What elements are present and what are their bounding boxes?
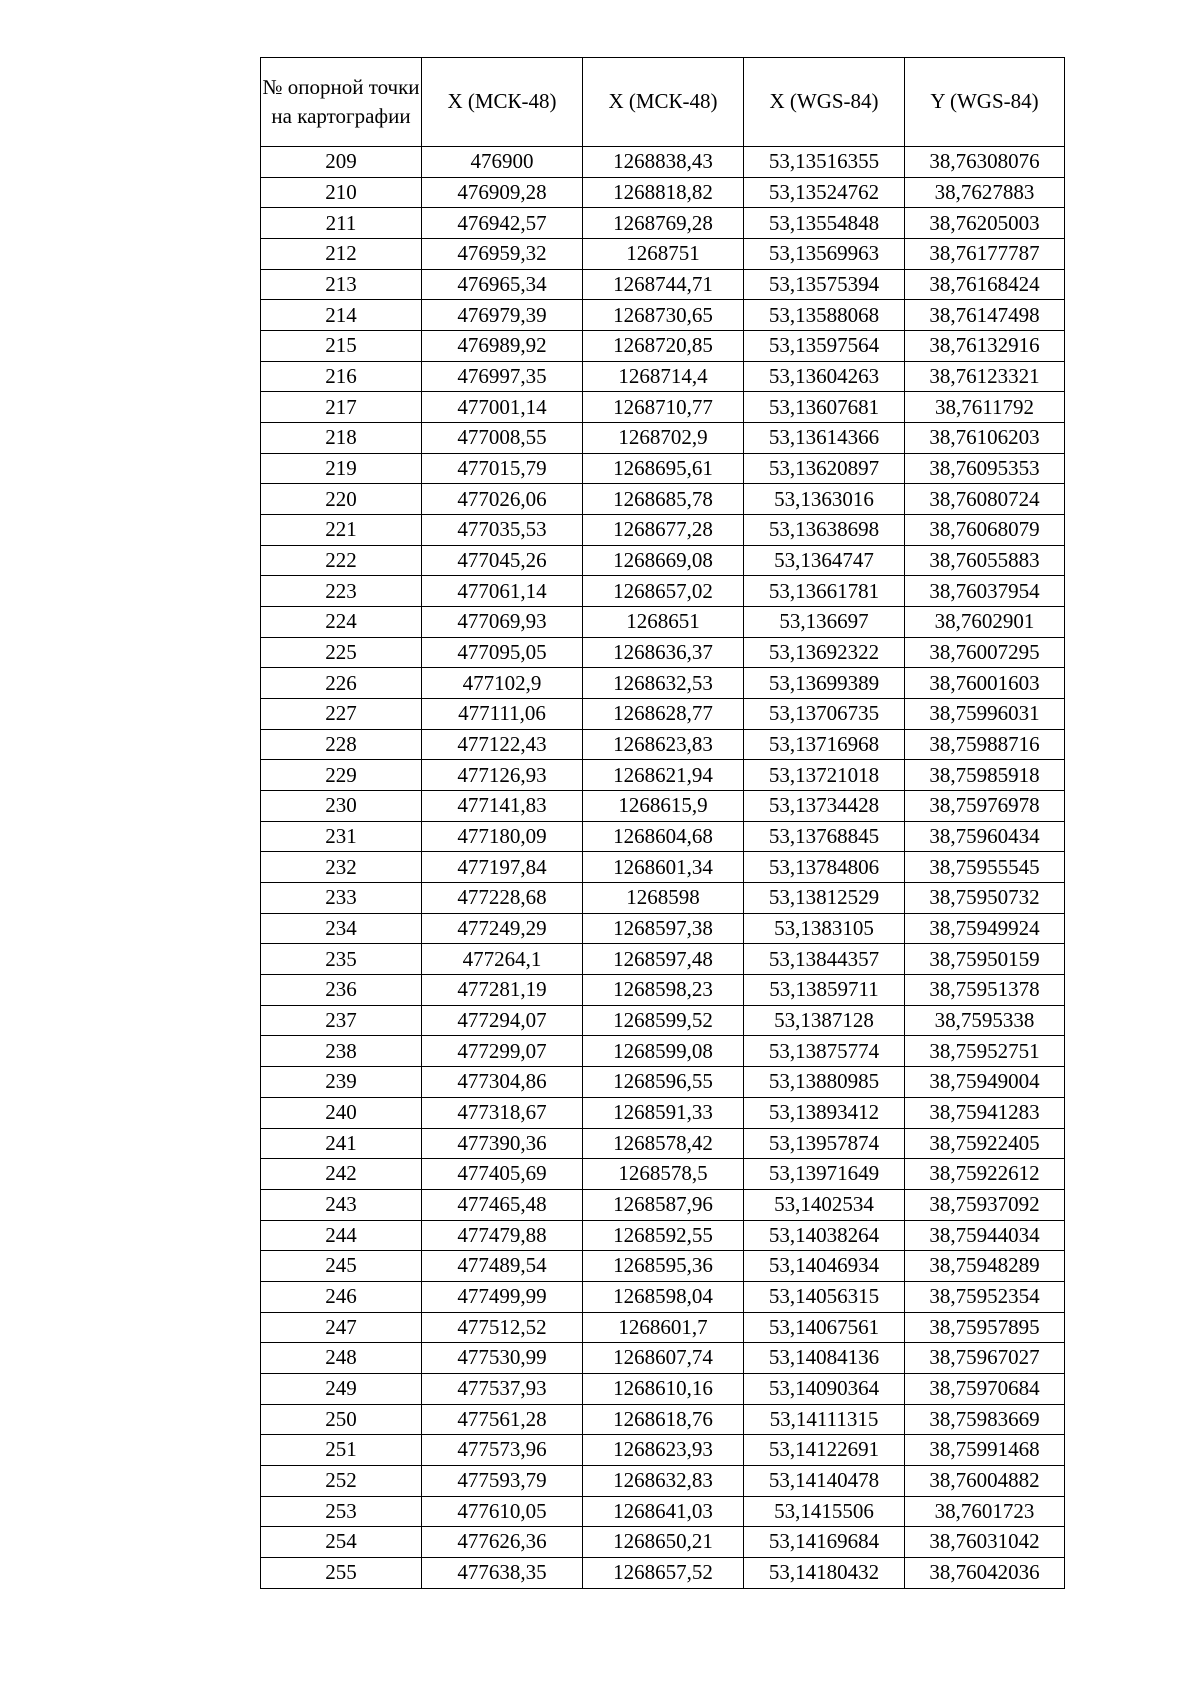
- cell-x-msk48: 477610,05: [422, 1496, 583, 1527]
- table-row: [261, 883, 1065, 914]
- cell-x-msk48: 477479,88: [422, 1220, 583, 1251]
- cell-x-wgs84: 53,13588068: [744, 300, 905, 331]
- cell-x-wgs84: 53,1402534: [744, 1189, 905, 1220]
- cell-x-msk48-second: 1268714,4: [583, 361, 744, 392]
- cell-x-msk48: 477069,93: [422, 607, 583, 638]
- cell-x-wgs84: 53,13880985: [744, 1067, 905, 1098]
- table-row: [261, 607, 1065, 638]
- cell-x-wgs84: 53,13706735: [744, 699, 905, 730]
- cell-point-number: 244: [261, 1220, 422, 1251]
- cell-x-msk48-second: 1268610,16: [583, 1373, 744, 1404]
- cell-x-msk48-second: 1268641,03: [583, 1496, 744, 1527]
- cell-x-wgs84: 53,14169684: [744, 1527, 905, 1558]
- cell-point-number: 249: [261, 1373, 422, 1404]
- cell-x-msk48: 477180,09: [422, 821, 583, 852]
- cell-x-msk48-second: 1268657,52: [583, 1557, 744, 1588]
- cell-y-wgs84: 38,76168424: [905, 269, 1065, 300]
- header-y-wgs84: Y (WGS-84): [905, 58, 1065, 147]
- cell-y-wgs84: 38,76042036: [905, 1557, 1065, 1588]
- cell-x-wgs84: 53,13893412: [744, 1097, 905, 1128]
- cell-x-msk48-second: 1268601,7: [583, 1312, 744, 1343]
- cell-y-wgs84: 38,76123321: [905, 361, 1065, 392]
- cell-x-msk48-second: 1268636,37: [583, 637, 744, 668]
- table-row: [261, 1343, 1065, 1374]
- cell-x-msk48-second: 1268598: [583, 883, 744, 914]
- cell-x-msk48-second: 1268598,23: [583, 975, 744, 1006]
- table-row: [261, 729, 1065, 760]
- cell-point-number: 254: [261, 1527, 422, 1558]
- cell-point-number: 245: [261, 1251, 422, 1282]
- cell-x-msk48-second: 1268599,08: [583, 1036, 744, 1067]
- cell-point-number: 216: [261, 361, 422, 392]
- cell-x-wgs84: 53,14140478: [744, 1465, 905, 1496]
- cell-x-msk48-second: 1268604,68: [583, 821, 744, 852]
- cell-x-msk48: 477390,36: [422, 1128, 583, 1159]
- table-row: [261, 1220, 1065, 1251]
- cell-x-msk48: 477626,36: [422, 1527, 583, 1558]
- cell-x-msk48-second: 1268730,65: [583, 300, 744, 331]
- table-row: [261, 975, 1065, 1006]
- cell-x-msk48-second: 1268615,9: [583, 791, 744, 822]
- cell-y-wgs84: 38,7595338: [905, 1005, 1065, 1036]
- table-row: [261, 177, 1065, 208]
- cell-x-msk48: 476959,32: [422, 239, 583, 270]
- cell-x-msk48: 477264,1: [422, 944, 583, 975]
- cell-x-wgs84: 53,14122691: [744, 1435, 905, 1466]
- cell-x-msk48: 476942,57: [422, 208, 583, 239]
- cell-x-msk48: 477638,35: [422, 1557, 583, 1588]
- cell-y-wgs84: 38,76147498: [905, 300, 1065, 331]
- cell-x-msk48: 477405,69: [422, 1159, 583, 1190]
- cell-point-number: 212: [261, 239, 422, 270]
- cell-x-msk48-second: 1268578,42: [583, 1128, 744, 1159]
- cell-x-wgs84: 53,13844357: [744, 944, 905, 975]
- cell-point-number: 247: [261, 1312, 422, 1343]
- table-row: [261, 1005, 1065, 1036]
- cell-y-wgs84: 38,75952354: [905, 1281, 1065, 1312]
- table-row: [261, 453, 1065, 484]
- header-x-msk48-second: X (МСК-48): [583, 58, 744, 147]
- cell-point-number: 228: [261, 729, 422, 760]
- cell-x-msk48-second: 1268710,77: [583, 392, 744, 423]
- cell-x-msk48: 477294,07: [422, 1005, 583, 1036]
- table-row: [261, 852, 1065, 883]
- table-row: [261, 699, 1065, 730]
- cell-x-msk48: 477095,05: [422, 637, 583, 668]
- cell-y-wgs84: 38,75988716: [905, 729, 1065, 760]
- header-x-wgs84: X (WGS-84): [744, 58, 905, 147]
- table-row: [261, 913, 1065, 944]
- table-row: [261, 269, 1065, 300]
- cell-point-number: 230: [261, 791, 422, 822]
- table-row: [261, 576, 1065, 607]
- table-row: [261, 1097, 1065, 1128]
- cell-x-msk48-second: 1268621,94: [583, 760, 744, 791]
- cell-x-msk48-second: 1268632,83: [583, 1465, 744, 1496]
- table-row: [261, 637, 1065, 668]
- table-row: [261, 239, 1065, 270]
- cell-x-wgs84: 53,14084136: [744, 1343, 905, 1374]
- cell-x-msk48-second: 1268744,71: [583, 269, 744, 300]
- cell-point-number: 241: [261, 1128, 422, 1159]
- cell-x-msk48: 477015,79: [422, 453, 583, 484]
- cell-x-wgs84: 53,1363016: [744, 484, 905, 515]
- cell-x-msk48-second: 1268598,04: [583, 1281, 744, 1312]
- cell-y-wgs84: 38,75949924: [905, 913, 1065, 944]
- cell-x-msk48: 477102,9: [422, 668, 583, 699]
- table-row: [261, 821, 1065, 852]
- cell-y-wgs84: 38,76007295: [905, 637, 1065, 668]
- cell-point-number: 211: [261, 208, 422, 239]
- table-row: [261, 1251, 1065, 1282]
- cell-x-wgs84: 53,13569963: [744, 239, 905, 270]
- cell-y-wgs84: 38,76055883: [905, 545, 1065, 576]
- cell-point-number: 246: [261, 1281, 422, 1312]
- cell-x-wgs84: 53,136697: [744, 607, 905, 638]
- cell-point-number: 235: [261, 944, 422, 975]
- table-row: [261, 361, 1065, 392]
- cell-x-wgs84: 53,13716968: [744, 729, 905, 760]
- cell-x-wgs84: 53,13692322: [744, 637, 905, 668]
- cell-point-number: 210: [261, 177, 422, 208]
- cell-x-msk48: 477304,86: [422, 1067, 583, 1098]
- cell-y-wgs84: 38,75950732: [905, 883, 1065, 914]
- cell-x-msk48: 477281,19: [422, 975, 583, 1006]
- table-row: [261, 1435, 1065, 1466]
- cell-x-msk48-second: 1268618,76: [583, 1404, 744, 1435]
- cell-x-msk48-second: 1268657,02: [583, 576, 744, 607]
- cell-point-number: 232: [261, 852, 422, 883]
- cell-y-wgs84: 38,75991468: [905, 1435, 1065, 1466]
- table-row: [261, 1128, 1065, 1159]
- cell-y-wgs84: 38,75951378: [905, 975, 1065, 1006]
- cell-x-wgs84: 53,1364747: [744, 545, 905, 576]
- header-row: [261, 58, 1065, 147]
- table-row: [261, 545, 1065, 576]
- cell-point-number: 221: [261, 515, 422, 546]
- table-row: [261, 1189, 1065, 1220]
- cell-x-wgs84: 53,13768845: [744, 821, 905, 852]
- cell-x-wgs84: 53,14111315: [744, 1404, 905, 1435]
- table-row: [261, 1159, 1065, 1190]
- cell-y-wgs84: 38,75970684: [905, 1373, 1065, 1404]
- cell-x-msk48: 477045,26: [422, 545, 583, 576]
- cell-x-msk48: 477249,29: [422, 913, 583, 944]
- cell-x-msk48: 477141,83: [422, 791, 583, 822]
- table-row: [261, 1465, 1065, 1496]
- cell-x-msk48: 477530,99: [422, 1343, 583, 1374]
- table-row: [261, 392, 1065, 423]
- cell-x-msk48-second: 1268769,28: [583, 208, 744, 239]
- cell-x-msk48: 477126,93: [422, 760, 583, 791]
- cell-x-msk48-second: 1268695,61: [583, 453, 744, 484]
- table-row: [261, 1527, 1065, 1558]
- cell-x-wgs84: 53,14056315: [744, 1281, 905, 1312]
- cell-point-number: 229: [261, 760, 422, 791]
- cell-y-wgs84: 38,75960434: [905, 821, 1065, 852]
- header-x-msk48: X (МСК-48): [422, 58, 583, 147]
- cell-x-msk48-second: 1268677,28: [583, 515, 744, 546]
- cell-x-msk48-second: 1268751: [583, 239, 744, 270]
- cell-x-wgs84: 53,13812529: [744, 883, 905, 914]
- cell-x-wgs84: 53,13614366: [744, 423, 905, 454]
- cell-x-wgs84: 53,13734428: [744, 791, 905, 822]
- cell-x-msk48-second: 1268623,93: [583, 1435, 744, 1466]
- cell-x-wgs84: 53,13524762: [744, 177, 905, 208]
- table-row: [261, 944, 1065, 975]
- cell-x-msk48-second: 1268702,9: [583, 423, 744, 454]
- cell-y-wgs84: 38,75952751: [905, 1036, 1065, 1067]
- cell-point-number: 233: [261, 883, 422, 914]
- cell-point-number: 239: [261, 1067, 422, 1098]
- table-row: [261, 791, 1065, 822]
- cell-y-wgs84: 38,75922612: [905, 1159, 1065, 1190]
- coordinates-table: [260, 57, 1065, 1589]
- cell-x-msk48: 477465,48: [422, 1189, 583, 1220]
- cell-x-msk48: 476965,34: [422, 269, 583, 300]
- cell-x-msk48-second: 1268601,34: [583, 852, 744, 883]
- cell-y-wgs84: 38,76106203: [905, 423, 1065, 454]
- cell-x-wgs84: 53,13597564: [744, 331, 905, 362]
- cell-x-msk48: 476997,35: [422, 361, 583, 392]
- cell-x-msk48: 476909,28: [422, 177, 583, 208]
- cell-point-number: 231: [261, 821, 422, 852]
- cell-x-msk48-second: 1268597,38: [583, 913, 744, 944]
- cell-x-wgs84: 53,13971649: [744, 1159, 905, 1190]
- cell-x-msk48: 477489,54: [422, 1251, 583, 1282]
- cell-x-msk48-second: 1268599,52: [583, 1005, 744, 1036]
- cell-x-msk48: 477026,06: [422, 484, 583, 515]
- cell-y-wgs84: 38,75996031: [905, 699, 1065, 730]
- table-row: [261, 423, 1065, 454]
- cell-x-msk48: 477573,96: [422, 1435, 583, 1466]
- cell-x-wgs84: 53,14090364: [744, 1373, 905, 1404]
- cell-point-number: 255: [261, 1557, 422, 1588]
- table-row: [261, 1373, 1065, 1404]
- cell-point-number: 220: [261, 484, 422, 515]
- cell-x-wgs84: 53,13620897: [744, 453, 905, 484]
- cell-x-msk48-second: 1268650,21: [583, 1527, 744, 1558]
- cell-x-wgs84: 53,14180432: [744, 1557, 905, 1588]
- cell-x-msk48: 477561,28: [422, 1404, 583, 1435]
- cell-y-wgs84: 38,75976978: [905, 791, 1065, 822]
- cell-y-wgs84: 38,7602901: [905, 607, 1065, 638]
- cell-x-msk48: 477035,53: [422, 515, 583, 546]
- cell-x-msk48-second: 1268592,55: [583, 1220, 744, 1251]
- cell-point-number: 224: [261, 607, 422, 638]
- cell-x-msk48: 477499,99: [422, 1281, 583, 1312]
- cell-point-number: 227: [261, 699, 422, 730]
- cell-point-number: 213: [261, 269, 422, 300]
- table-row: [261, 1312, 1065, 1343]
- cell-x-msk48-second: 1268587,96: [583, 1189, 744, 1220]
- cell-x-msk48: 477197,84: [422, 852, 583, 883]
- cell-y-wgs84: 38,76095353: [905, 453, 1065, 484]
- cell-x-wgs84: 53,13554848: [744, 208, 905, 239]
- cell-y-wgs84: 38,76080724: [905, 484, 1065, 515]
- cell-point-number: 219: [261, 453, 422, 484]
- cell-x-msk48-second: 1268669,08: [583, 545, 744, 576]
- cell-x-msk48: 477512,52: [422, 1312, 583, 1343]
- cell-point-number: 209: [261, 147, 422, 178]
- cell-x-wgs84: 53,13721018: [744, 760, 905, 791]
- cell-x-msk48-second: 1268628,77: [583, 699, 744, 730]
- cell-y-wgs84: 38,75922405: [905, 1128, 1065, 1159]
- cell-x-msk48-second: 1268818,82: [583, 177, 744, 208]
- cell-y-wgs84: 38,75944034: [905, 1220, 1065, 1251]
- cell-y-wgs84: 38,75948289: [905, 1251, 1065, 1282]
- cell-y-wgs84: 38,76004882: [905, 1465, 1065, 1496]
- cell-y-wgs84: 38,76031042: [905, 1527, 1065, 1558]
- cell-x-msk48-second: 1268591,33: [583, 1097, 744, 1128]
- cell-x-msk48-second: 1268623,83: [583, 729, 744, 760]
- cell-x-wgs84: 53,14046934: [744, 1251, 905, 1282]
- table-row: [261, 668, 1065, 699]
- cell-point-number: 238: [261, 1036, 422, 1067]
- cell-x-wgs84: 53,14067561: [744, 1312, 905, 1343]
- table-header: [261, 58, 1065, 147]
- cell-point-number: 253: [261, 1496, 422, 1527]
- table-row: [261, 300, 1065, 331]
- cell-x-msk48: 477008,55: [422, 423, 583, 454]
- cell-x-msk48-second: 1268685,78: [583, 484, 744, 515]
- cell-point-number: 234: [261, 913, 422, 944]
- cell-x-msk48-second: 1268597,48: [583, 944, 744, 975]
- cell-y-wgs84: 38,75957895: [905, 1312, 1065, 1343]
- cell-x-msk48: 477318,67: [422, 1097, 583, 1128]
- cell-y-wgs84: 38,75967027: [905, 1343, 1065, 1374]
- table-row: [261, 760, 1065, 791]
- table-row: [261, 1281, 1065, 1312]
- cell-x-wgs84: 53,13661781: [744, 576, 905, 607]
- cell-y-wgs84: 38,75949004: [905, 1067, 1065, 1098]
- cell-x-wgs84: 53,13784806: [744, 852, 905, 883]
- table-row: [261, 208, 1065, 239]
- cell-y-wgs84: 38,7601723: [905, 1496, 1065, 1527]
- table-row: [261, 484, 1065, 515]
- cell-x-msk48: 477593,79: [422, 1465, 583, 1496]
- cell-x-msk48: 477001,14: [422, 392, 583, 423]
- cell-point-number: 242: [261, 1159, 422, 1190]
- cell-y-wgs84: 38,75937092: [905, 1189, 1065, 1220]
- cell-point-number: 236: [261, 975, 422, 1006]
- table-row: [261, 1496, 1065, 1527]
- cell-y-wgs84: 38,7611792: [905, 392, 1065, 423]
- cell-x-msk48-second: 1268607,74: [583, 1343, 744, 1374]
- cell-point-number: 225: [261, 637, 422, 668]
- cell-x-wgs84: 53,1415506: [744, 1496, 905, 1527]
- cell-point-number: 217: [261, 392, 422, 423]
- cell-x-msk48-second: 1268651: [583, 607, 744, 638]
- cell-x-msk48-second: 1268595,36: [583, 1251, 744, 1282]
- cell-x-wgs84: 53,13575394: [744, 269, 905, 300]
- cell-point-number: 215: [261, 331, 422, 362]
- cell-x-wgs84: 53,13957874: [744, 1128, 905, 1159]
- cell-point-number: 251: [261, 1435, 422, 1466]
- cell-x-wgs84: 53,13699389: [744, 668, 905, 699]
- table-row: [261, 515, 1065, 546]
- cell-x-msk48: 476900: [422, 147, 583, 178]
- cell-y-wgs84: 38,76177787: [905, 239, 1065, 270]
- cell-x-msk48-second: 1268838,43: [583, 147, 744, 178]
- cell-point-number: 237: [261, 1005, 422, 1036]
- cell-x-msk48-second: 1268720,85: [583, 331, 744, 362]
- cell-x-wgs84: 53,13859711: [744, 975, 905, 1006]
- cell-x-msk48: 477299,07: [422, 1036, 583, 1067]
- cell-point-number: 223: [261, 576, 422, 607]
- cell-x-msk48: 477537,93: [422, 1373, 583, 1404]
- cell-point-number: 243: [261, 1189, 422, 1220]
- cell-x-wgs84: 53,13607681: [744, 392, 905, 423]
- cell-x-wgs84: 53,1387128: [744, 1005, 905, 1036]
- cell-x-msk48: 477122,43: [422, 729, 583, 760]
- table-row: [261, 1036, 1065, 1067]
- cell-point-number: 252: [261, 1465, 422, 1496]
- cell-y-wgs84: 38,7627883: [905, 177, 1065, 208]
- cell-y-wgs84: 38,75955545: [905, 852, 1065, 883]
- cell-y-wgs84: 38,76132916: [905, 331, 1065, 362]
- cell-point-number: 250: [261, 1404, 422, 1435]
- cell-point-number: 214: [261, 300, 422, 331]
- table-body: [261, 147, 1065, 1589]
- cell-x-wgs84: 53,13604263: [744, 361, 905, 392]
- table-row: [261, 1557, 1065, 1588]
- cell-y-wgs84: 38,75941283: [905, 1097, 1065, 1128]
- cell-y-wgs84: 38,76205003: [905, 208, 1065, 239]
- cell-y-wgs84: 38,76068079: [905, 515, 1065, 546]
- table-row: [261, 147, 1065, 178]
- cell-x-msk48-second: 1268632,53: [583, 668, 744, 699]
- cell-y-wgs84: 38,75950159: [905, 944, 1065, 975]
- cell-x-msk48-second: 1268578,5: [583, 1159, 744, 1190]
- cell-x-wgs84: 53,13875774: [744, 1036, 905, 1067]
- cell-x-msk48: 476979,39: [422, 300, 583, 331]
- cell-x-wgs84: 53,14038264: [744, 1220, 905, 1251]
- table-row: [261, 331, 1065, 362]
- cell-point-number: 240: [261, 1097, 422, 1128]
- cell-x-msk48-second: 1268596,55: [583, 1067, 744, 1098]
- cell-y-wgs84: 38,76001603: [905, 668, 1065, 699]
- cell-x-wgs84: 53,13638698: [744, 515, 905, 546]
- cell-y-wgs84: 38,75985918: [905, 760, 1065, 791]
- cell-point-number: 218: [261, 423, 422, 454]
- cell-x-msk48: 477111,06: [422, 699, 583, 730]
- cell-point-number: 226: [261, 668, 422, 699]
- cell-x-wgs84: 53,13516355: [744, 147, 905, 178]
- cell-y-wgs84: 38,76308076: [905, 147, 1065, 178]
- cell-x-msk48: 477061,14: [422, 576, 583, 607]
- header-point-number: № опорной точки на картографии: [261, 58, 422, 147]
- cell-y-wgs84: 38,76037954: [905, 576, 1065, 607]
- cell-y-wgs84: 38,75983669: [905, 1404, 1065, 1435]
- table-row: [261, 1067, 1065, 1098]
- cell-point-number: 248: [261, 1343, 422, 1374]
- table-row: [261, 1404, 1065, 1435]
- cell-x-wgs84: 53,1383105: [744, 913, 905, 944]
- cell-x-msk48: 476989,92: [422, 331, 583, 362]
- cell-x-msk48: 477228,68: [422, 883, 583, 914]
- cell-point-number: 222: [261, 545, 422, 576]
